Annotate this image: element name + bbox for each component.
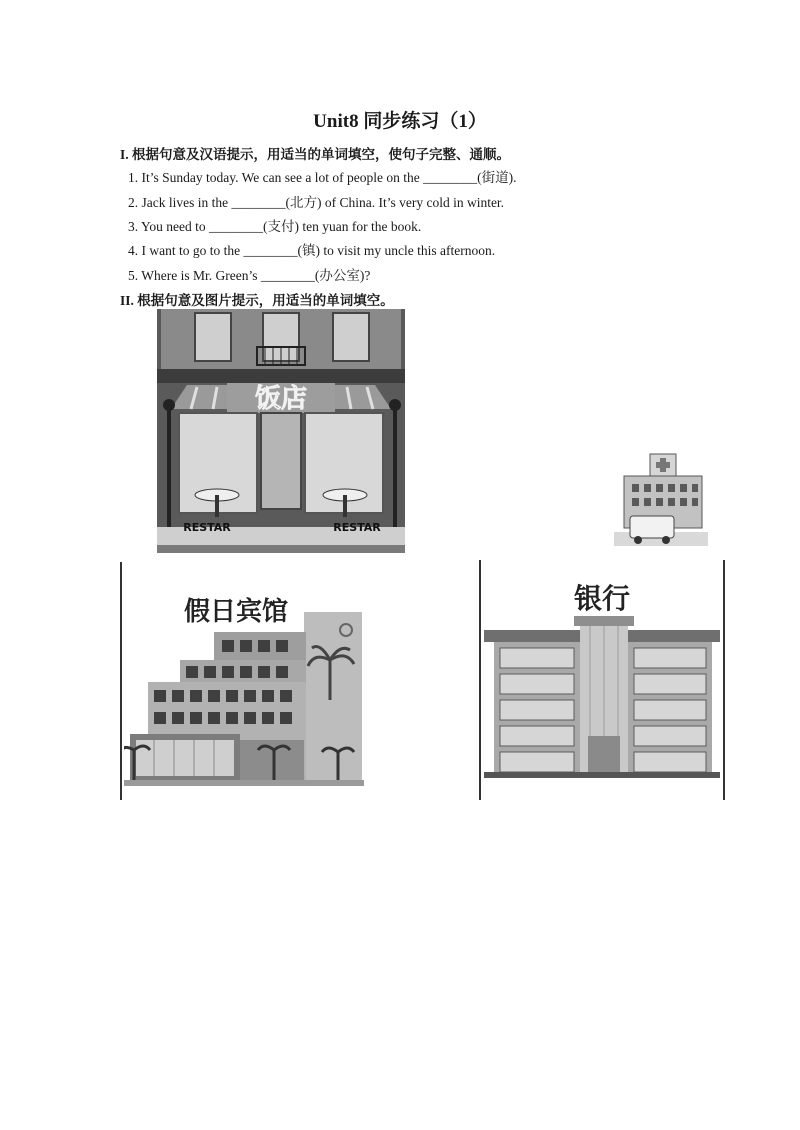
divider-line [479,560,481,800]
question-1: 1. It’s Sunday today. We can see a lot of people on the ________(街道). [128,170,517,185]
restaurant-label: 饭店 [254,384,308,414]
question-3: 3. You need to ________(支付) ten yuan for the book. [128,219,422,234]
page-title: Unit8 同步练习（1） [313,111,487,132]
restaurant-sign-right: RESTAR [333,521,381,534]
bank-picture [484,576,720,778]
section1-heading: I. 根据句意及汉语提示，用适当的单词填空，使句子完整、通顺。 [120,147,511,162]
restaurant-sign-left: RESTAR [183,521,231,534]
bank-label: 银行 [574,582,631,615]
question-4: 4. I want to go to the ________(镇) to visit my uncle this afternoon. [128,243,496,258]
divider-line [723,560,725,800]
hotel-label: 假日宾馆 [184,597,289,627]
restaurant-picture [157,309,405,553]
divider-line [120,562,122,800]
hotel-picture [124,590,364,786]
question-2: 2. Jack lives in the ________(北方) of China. It’s very cold in winter. [128,195,505,210]
hospital-picture [614,452,708,550]
section2-heading: II. 根据句意及图片提示，用适当的单词填空。 [120,293,394,308]
question-5: 5. Where is Mr. Green’s ________(办公室)? [128,268,371,283]
